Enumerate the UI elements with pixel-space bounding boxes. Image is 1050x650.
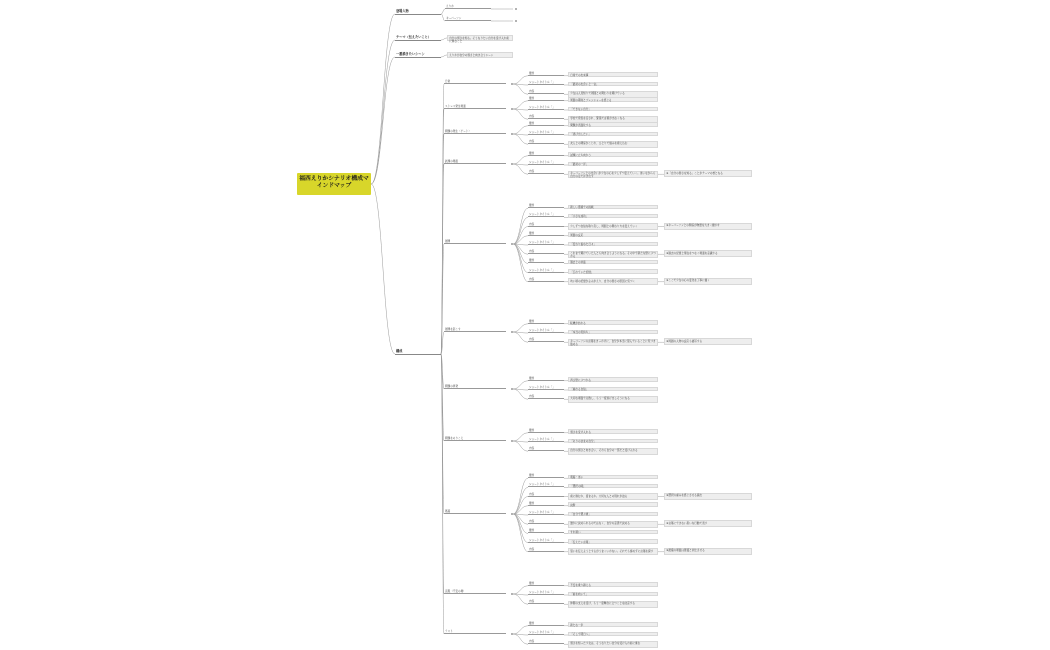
section-5[interactable]: 展開を起こす (444, 328, 506, 332)
section-2[interactable]: 問題の発生（ゲート） (444, 130, 506, 134)
collapse-toggle[interactable] (511, 513, 513, 515)
item-text[interactable]: 「変わり始めた日々」 (568, 242, 658, 247)
connector-line (513, 109, 528, 119)
item-type[interactable]: 内容 (528, 250, 564, 254)
item-type[interactable]: ショートタイトル「」 (528, 131, 564, 135)
collapse-toggle[interactable] (511, 83, 513, 85)
item-text[interactable]: 葛藤・迷い (568, 475, 658, 480)
item-text[interactable]: 不安を乗り越える (568, 582, 658, 587)
item-text[interactable]: 再び壁にぶつかる (568, 377, 658, 382)
item-text[interactable]: 幼い頃の記憶がよみがえり、自分の弱さの原因に気づく (568, 278, 658, 285)
item-type[interactable]: 要約 (528, 429, 564, 433)
item-text[interactable]: 過去との対話 (568, 260, 658, 265)
item-type[interactable]: ショートタイトル「」 (528, 269, 564, 273)
connector-line (513, 478, 528, 514)
note-text[interactable]: ※過去の記憶と現在をつなぐ場面を意識する (664, 250, 752, 257)
item-type[interactable]: 内容 (528, 640, 564, 644)
section-7[interactable]: 問題をのりこえ (444, 437, 506, 441)
item-type[interactable]: ショートタイトル「」 (528, 329, 564, 333)
item-type[interactable]: 要約 (528, 122, 564, 126)
connector-line (513, 381, 528, 389)
item-text[interactable]: 弱さを受け入れる (568, 429, 658, 434)
item-type[interactable]: 内容 (528, 520, 564, 524)
item-text[interactable]: 大切な場面で失敗し、もう一度逃げ出しそうになる (568, 396, 658, 403)
item-type[interactable]: ショートタイトル「」 (528, 631, 564, 635)
collapse-toggle[interactable] (511, 388, 513, 390)
connector-line (371, 57, 395, 184)
collapse-toggle[interactable] (511, 440, 513, 442)
note-text[interactable]: ※キーパーソンとの関係が物語を大きく動かす (664, 223, 752, 230)
item-text[interactable]: 仲間の支えを受け、もう一度舞台に立つことを決意する (568, 601, 658, 608)
connector-line (513, 634, 528, 644)
item-text[interactable]: 「自分で選ぶ道」 (568, 512, 658, 517)
item-type[interactable]: 要約 (528, 529, 564, 533)
item-text[interactable]: 周囲の期待とプレッシャーを感じる (568, 97, 658, 102)
collapse-toggle[interactable] (511, 331, 513, 333)
item-type[interactable]: 要約 (528, 582, 564, 586)
item-type[interactable]: 要約 (528, 259, 564, 263)
item-text[interactable]: 友人との関係がこじれ、ひとりで悩みを抱え込む (568, 141, 658, 148)
item-text[interactable]: 「伝えたい言葉」 (568, 539, 658, 544)
item-type[interactable]: ショートタイトル「」 (528, 213, 564, 217)
connector-line (513, 126, 528, 134)
connector-line (513, 227, 528, 244)
item-text[interactable]: 転機が訪れる (568, 320, 658, 325)
connector-line (513, 626, 528, 634)
section-8[interactable]: 葛藤 (444, 510, 506, 514)
connector-line (513, 441, 528, 451)
item-text[interactable]: 自分の弱さと向き合い、それも自分の一部だと受け入れる (568, 448, 658, 455)
note-text[interactable]: ※ここで少女の心の変化を丁寧に描く (664, 278, 752, 285)
branch-theme[interactable]: テーマ（伝えたいこと） (395, 36, 441, 41)
connector-line (513, 433, 528, 441)
item-type[interactable]: ショートタイトル「」 (528, 106, 564, 110)
note-text[interactable]: ※最後の場面は冒頭と対比させる (664, 548, 752, 555)
connector-line (371, 184, 395, 354)
item-text[interactable]: 弱さを知った少女は、そうなりたい自分を受け入れ前に進む (568, 641, 658, 648)
item-text[interactable]: 「最初の出会いと一言」 (568, 82, 658, 87)
connector-line (441, 9, 445, 14)
item-type[interactable]: 要約 (528, 622, 564, 626)
cast-item[interactable]: キーパーソン (445, 17, 491, 21)
connector-line (513, 332, 528, 342)
item-text[interactable]: キーパーソンとの出会いが少女の心を少しずつ変えていく。迷いながらも自分の足で歩き出す (568, 171, 658, 178)
item-type[interactable]: 内容 (528, 115, 564, 119)
connector-line (513, 586, 528, 594)
item-text[interactable]: 少女は人見知りで周囲との関わりを避けている (568, 91, 658, 98)
theme-text[interactable]: 自分の弱さを知る。そうなりたい自分を受け入れ前に進むこと (447, 35, 513, 41)
connector-line (513, 324, 528, 332)
item-type[interactable]: 内容 (528, 447, 564, 451)
collapse-toggle[interactable] (511, 633, 513, 635)
collapse-toggle[interactable] (511, 108, 513, 110)
item-text[interactable]: 前に進むか、留まるか。大切な人との別れが迫る (568, 493, 658, 500)
item-text[interactable]: 新たな一歩 (568, 622, 658, 627)
connector-line (513, 101, 528, 109)
key-scene-text[interactable]: えりかが自分の弱さと向き合うシーン (447, 52, 513, 58)
section-1[interactable]: ストレス発生場面 (444, 105, 506, 109)
item-type[interactable]: 内容 (528, 600, 564, 604)
item-text[interactable]: これまで避けていた人とも向き合うようになる。その中で新たな壁にぶつかる (568, 251, 658, 258)
section-10[interactable]: ラスト (444, 630, 506, 634)
item-text[interactable]: 「できない自分」 (568, 107, 658, 112)
item-type[interactable]: 要約 (528, 320, 564, 324)
item-type[interactable]: 要約 (528, 474, 564, 478)
item-text[interactable]: 「最初の一歩」 (568, 162, 658, 167)
section-9[interactable]: 克服（不安の場） (444, 590, 506, 594)
item-text[interactable]: 「崩れる自信」 (568, 387, 658, 392)
item-text[interactable]: 「小さな成功」 (568, 214, 658, 219)
item-type[interactable]: 要約 (528, 97, 564, 101)
item-type[interactable]: 内容 (528, 548, 564, 552)
item-type[interactable]: ショートタイトル「」 (528, 386, 564, 390)
item-text[interactable]: 思いを伝えようとするがうまくいかない。それでも諦めずに言葉を探す (568, 548, 658, 555)
connector-line (513, 497, 528, 514)
item-type[interactable]: ショートタイトル「」 (528, 81, 564, 85)
item-text[interactable]: 「そして明日へ」 (568, 632, 658, 637)
item-type[interactable]: 内容 (528, 278, 564, 282)
connector-line (513, 156, 528, 164)
note-text[interactable]: ※言葉にできない思いを行動で表す (664, 520, 752, 527)
branch-key-scene[interactable]: 一番描きたいシーン (395, 53, 441, 58)
item-text[interactable]: 「前を向いて」 (568, 592, 658, 597)
connector-line (513, 514, 528, 543)
item-type[interactable]: 要約 (528, 204, 564, 208)
item-type[interactable]: 内容 (528, 90, 564, 94)
item-text[interactable]: 新しい環境での挑戦 (568, 205, 658, 210)
collapse-toggle[interactable] (511, 133, 513, 135)
item-type[interactable]: ショートタイトル「」 (528, 438, 564, 442)
branch-cast[interactable]: 登場人物 (395, 10, 441, 15)
section-0[interactable]: 日常 (444, 80, 506, 84)
connector-line (513, 389, 528, 399)
item-text[interactable]: キーパーソンの言葉をきっかけに、自分が本当に望んでいることに気づき始める (568, 339, 658, 346)
item-type[interactable]: 内容 (528, 140, 564, 144)
connector-line (513, 208, 528, 244)
section-6[interactable]: 問題の再発 (444, 385, 506, 389)
connector-line (513, 84, 528, 94)
note-text[interactable]: ※周囲の人物の反応も描写する (664, 338, 752, 345)
connector-line (513, 594, 528, 604)
item-type[interactable]: ショートタイトル「」 (528, 591, 564, 595)
item-text[interactable]: 「逃げ出したい」 (568, 132, 658, 137)
item-text[interactable]: 誰かに決められるのではなく、自分の意思で決める (568, 521, 658, 528)
item-type[interactable]: 内容 (528, 338, 564, 342)
section-4[interactable]: 展開 (444, 240, 506, 244)
item-text[interactable]: 問題が表面化する (568, 122, 658, 127)
item-text[interactable]: 少しずつ自信を取り戻し、周囲との関わり方を変えていく (568, 223, 658, 230)
item-text[interactable]: 「選択の時」 (568, 484, 658, 489)
item-type[interactable]: ショートタイトル「」 (528, 539, 564, 543)
item-type[interactable]: 要約 (528, 72, 564, 76)
note-text[interactable]: ※選択の重みを感じさせる演出 (664, 493, 752, 500)
item-text[interactable]: すれ違い (568, 530, 658, 535)
item-text[interactable]: 学校で発表を任され、緊張で言葉が出なくなる (568, 116, 658, 123)
item-type[interactable]: ショートタイトル「」 (528, 241, 564, 245)
item-type[interactable]: 内容 (528, 223, 564, 227)
collapse-toggle[interactable] (511, 593, 513, 595)
cast-item[interactable]: えりか (445, 5, 491, 9)
item-type[interactable]: 要約 (528, 502, 564, 506)
connector-line (513, 164, 528, 174)
item-type[interactable]: ショートタイトル「」 (528, 161, 564, 165)
item-type[interactable]: 内容 (528, 493, 564, 497)
connector-line (513, 76, 528, 84)
item-text[interactable]: 日常での出来事 (568, 72, 658, 77)
item-text[interactable]: 周囲の反応 (568, 232, 658, 237)
item-type[interactable]: 要約 (528, 232, 564, 236)
connector-line (513, 244, 528, 273)
note-text[interactable]: ※「自分の弱さを知る」ことがテーマの核となる (664, 170, 752, 177)
collapse-toggle[interactable] (515, 8, 517, 10)
connector-line (371, 14, 395, 184)
section-3[interactable]: 試練の場面 (444, 160, 506, 164)
item-type[interactable]: 要約 (528, 377, 564, 381)
item-type[interactable]: 内容 (528, 170, 564, 174)
item-text[interactable]: 試練に立ち向かう (568, 152, 658, 157)
collapse-toggle[interactable] (511, 243, 513, 245)
collapse-toggle[interactable] (511, 163, 513, 165)
branch-structure[interactable]: 構成 (395, 350, 441, 355)
item-type[interactable]: 内容 (528, 395, 564, 399)
item-text[interactable]: 決断 (568, 502, 658, 507)
item-text[interactable]: 「ありのままの自分」 (568, 439, 658, 444)
item-type[interactable]: ショートタイトル「」 (528, 511, 564, 515)
item-type[interactable]: 要約 (528, 152, 564, 156)
connector-line (513, 134, 528, 144)
root-node[interactable]: 福西えりかシナリオ構成マインドマップ (297, 173, 371, 195)
item-text[interactable]: 「本当の気持ち」 (568, 330, 658, 335)
item-text[interactable]: 「忘れていた記憶」 (568, 269, 658, 274)
collapse-toggle[interactable] (515, 20, 517, 22)
item-type[interactable]: ショートタイトル「」 (528, 483, 564, 487)
